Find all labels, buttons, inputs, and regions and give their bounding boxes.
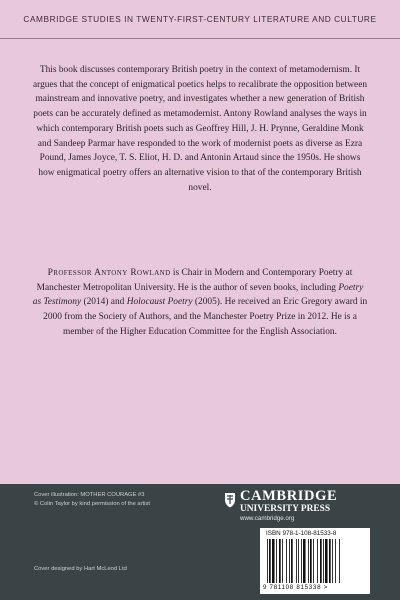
design-credit: Cover designed by Hart McLeod Ltd (34, 566, 127, 572)
book-title-1: Poetry as Testimony (32, 282, 364, 308)
cover-illustration-credit: Cover illustration: MOTHER COURAGE #3 (34, 492, 145, 498)
bio-text-3: (2005). He received an Eric Gregory award in 2000 from the Society of Authors, and the Manchester Poetry Prize in 2012. He is a member of the Higher Education Committee for the English Association. (43, 297, 368, 337)
publisher-name: CAMBRIDGE (240, 488, 338, 504)
book-title-2: Holocaust Poetry (126, 297, 193, 308)
publisher-subname: UNIVERSITY PRESS (240, 504, 331, 514)
author-bio (32, 266, 368, 340)
author-name: Professor Antony Rowland (47, 268, 171, 278)
barcode-digits: 9 781108 815338 > (263, 584, 328, 591)
footer-band (0, 484, 400, 600)
isbn-label: ISBN 978-1-108-81533-8 (266, 530, 337, 537)
bio-text-1: is Chair in Modern and Contemporary Poetry at Manchester Metropolitan University. He is the author of seven books, including (36, 268, 353, 293)
barcode-icon (266, 539, 364, 583)
book-blurb: This book discusses contemporary British poetry in the context of metamodernism. It argues that the concept of enigmatical poetics helps to recalibrate the opposition between mainstream and innovative poetry, and investigates whether a new generation of British poets can be accurately defined as metamodernist. Antony Rowland analyses the ways in which contemporary British poets such as Geoffrey Hill, J. H. Prynne, Geraldine Monk and Sandeep Parmar have responded to the work of modernist poets as diverse as Ezra Pound, James Joyce, T. S. Eliot, H. D. and Antonin Artaud since the 1950s. He shows how enigmatical poetry offers an alternative vision to that of the contemporary British novel. (32, 65, 368, 193)
series-title: CAMBRIDGE STUDIES IN TWENTY-FIRST-CENTURY LITERATURE AND CULTURE (23, 14, 377, 24)
bio-text-2: (2014) and (81, 297, 127, 308)
publisher-url: www.cambridge.org (240, 515, 295, 522)
crest-icon (224, 492, 236, 508)
copyright-credit: © Colin Taylor by kind permission of the artist (34, 501, 150, 507)
barcode-panel (260, 528, 370, 594)
